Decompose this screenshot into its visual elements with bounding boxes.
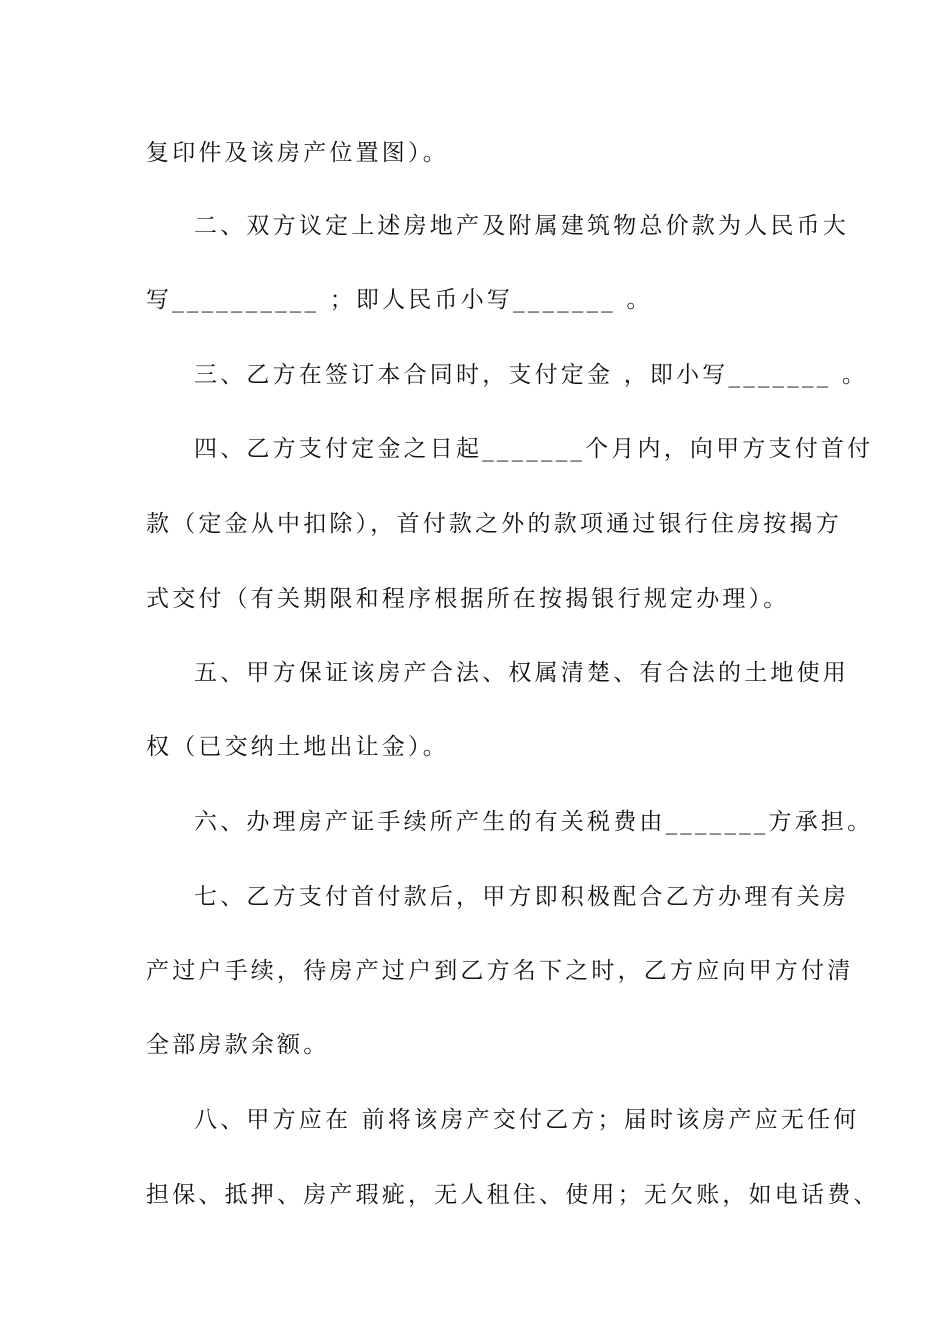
text-line-1: 复印件及该房产位置图）。: [146, 140, 449, 166]
clause-8-line-2: 担保、抵押、房产瑕疵，无人租住、使用；无欠账，如电话费、: [146, 1182, 880, 1208]
clause-2-line-2: 写__________ ；即人民币小写_______ 。: [146, 287, 653, 313]
clause-4-line-2: 款（定金从中扣除），首付款之外的款项通过银行住房按揭方: [146, 511, 842, 537]
clause-5-line-1: 五、甲方保证该房产合法、权属清楚、有合法的土地使用: [194, 660, 849, 686]
clause-7-line-3: 全部房款余额。: [146, 1032, 330, 1058]
clause-2-line-1: 二、双方议定上述房地产及附属建筑物总价款为人民币大: [194, 213, 849, 239]
clause-7-line-2: 产过户手续，待房产过户到乙方名下之时，乙方应向甲方付清: [146, 958, 854, 984]
clause-3-line-1: 三、乙方在签订本合同时，支付定金 ，即小写_______ 。: [194, 362, 869, 388]
clause-5-line-2: 权（已交纳土地出让金）。: [146, 734, 449, 760]
clause-6-line-1: 六、办理房产证手续所产生的有关税费由_______方承担。: [194, 809, 874, 835]
clause-8-line-1: 八、甲方应在 前将该房产交付乙方；届时该房产应无任何: [194, 1107, 860, 1133]
clause-4-line-1: 四、乙方支付定金之日起_______个月内，向甲方支付首付: [194, 436, 874, 462]
clause-7-line-1: 七、乙方支付首付款后，甲方即积极配合乙方办理有关房: [194, 884, 849, 910]
clause-4-line-3: 式交付（有关期限和程序根据所在按揭银行规定办理）。: [146, 586, 790, 612]
